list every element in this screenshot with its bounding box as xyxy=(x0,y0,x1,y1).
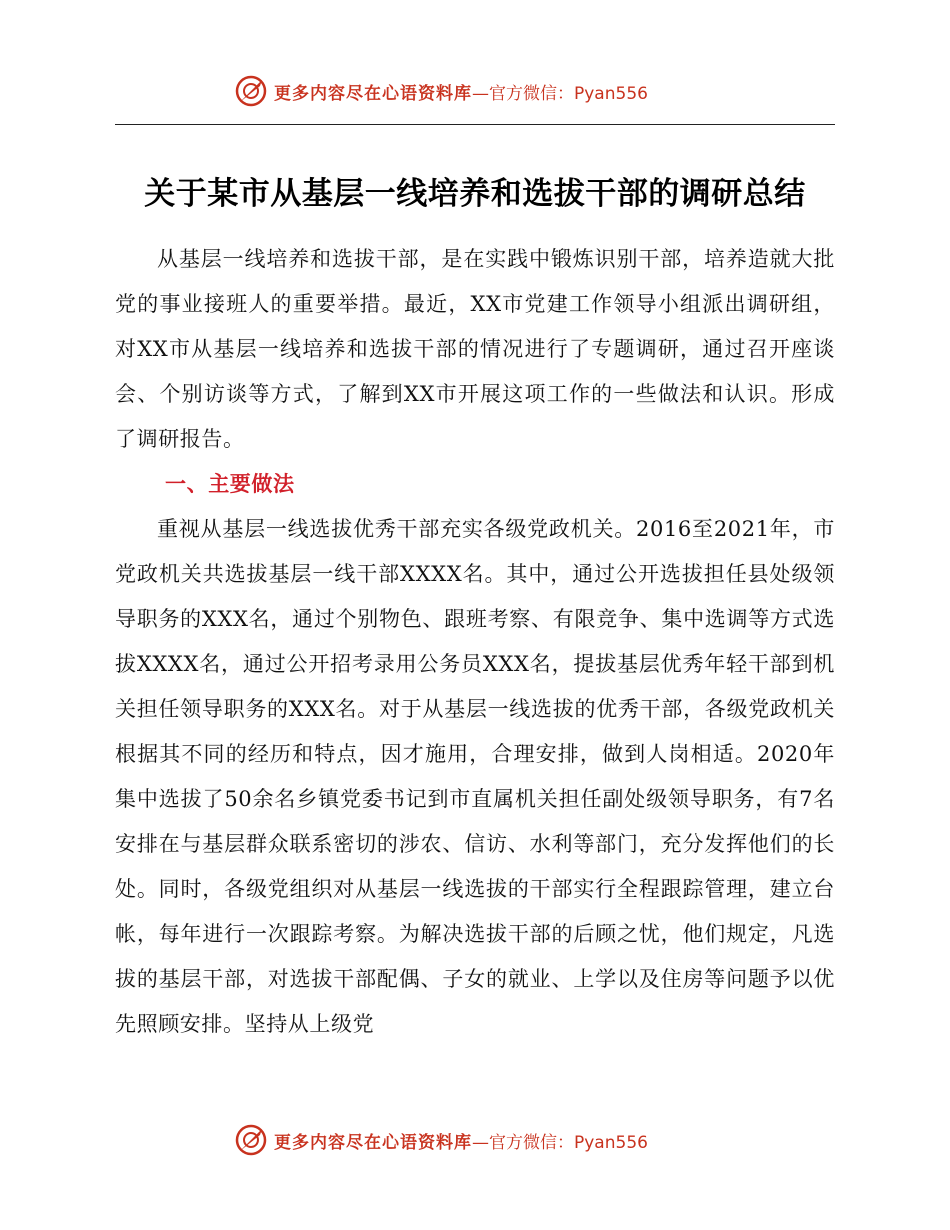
document-title: 关于某市从基层一线培养和选拔干部的调研总结 xyxy=(144,176,806,212)
footer-banner xyxy=(234,1123,648,1157)
header-banner xyxy=(234,74,648,108)
banner-brand-text: 更多内容尽在心语资料库 xyxy=(274,83,472,104)
banner-contact-text: —官方微信：Pyan556 xyxy=(472,83,648,104)
document-body xyxy=(115,237,835,1047)
brand-logo-icon xyxy=(234,1123,268,1157)
section-heading: 一、主要做法 xyxy=(165,472,295,496)
body-paragraph: 重视从基层一线选拔优秀干部充实各级党政机关。2016至2021年，市党政机关共选拔基层一线干部XXXX名。其中，通过公开选拔担任县处级领导职务的XXX名，通过个别物色、跟班考察、有限竞争、集中选调等方式选拔XXXX名，通过公开招考录用公务员XXX名，提拔基层优秀年轻干部到机关担任领导职务的XXX名。对于从基层一线选拔的优秀干部，各级党政机关根据其不同的经历和特点，因才施用，合理安排，做到人岗相适。2020年集中选拔了50余名乡镇党委书记到市直属机关担任副处级领导职务，有7名安排在与基层群众联系密切的涉农、信访、水利等部门，充分发挥他们的长处。同时，各级党组织对从基层一线选拔的干部实行全程跟踪管理，建立台帐，每年进行一次跟踪考察。为解决选拔干部的后顾之忧，他们规定，凡选拔的基层干部，对选拔干部配偶、子女的就业、上学以及住房等问题予以优先照顾安排。坚持从上级党 xyxy=(115,517,835,1036)
header-divider xyxy=(115,124,835,125)
banner-brand-text: 更多内容尽在心语资料库 xyxy=(274,1132,472,1153)
brand-logo-icon xyxy=(234,74,268,108)
banner-contact-text: —官方微信：Pyan556 xyxy=(472,1132,648,1153)
intro-paragraph: 从基层一线培养和选拔干部，是在实践中锻炼识别干部，培养造就大批党的事业接班人的重要举措。最近，XX市党建工作领导小组派出调研组，对XX市从基层一线培养和选拔干部的情况进行了专题调研，通过召开座谈会、个别访谈等方式，了解到XX市开展这项工作的一些做法和认识。形成了调研报告。 xyxy=(115,247,835,451)
